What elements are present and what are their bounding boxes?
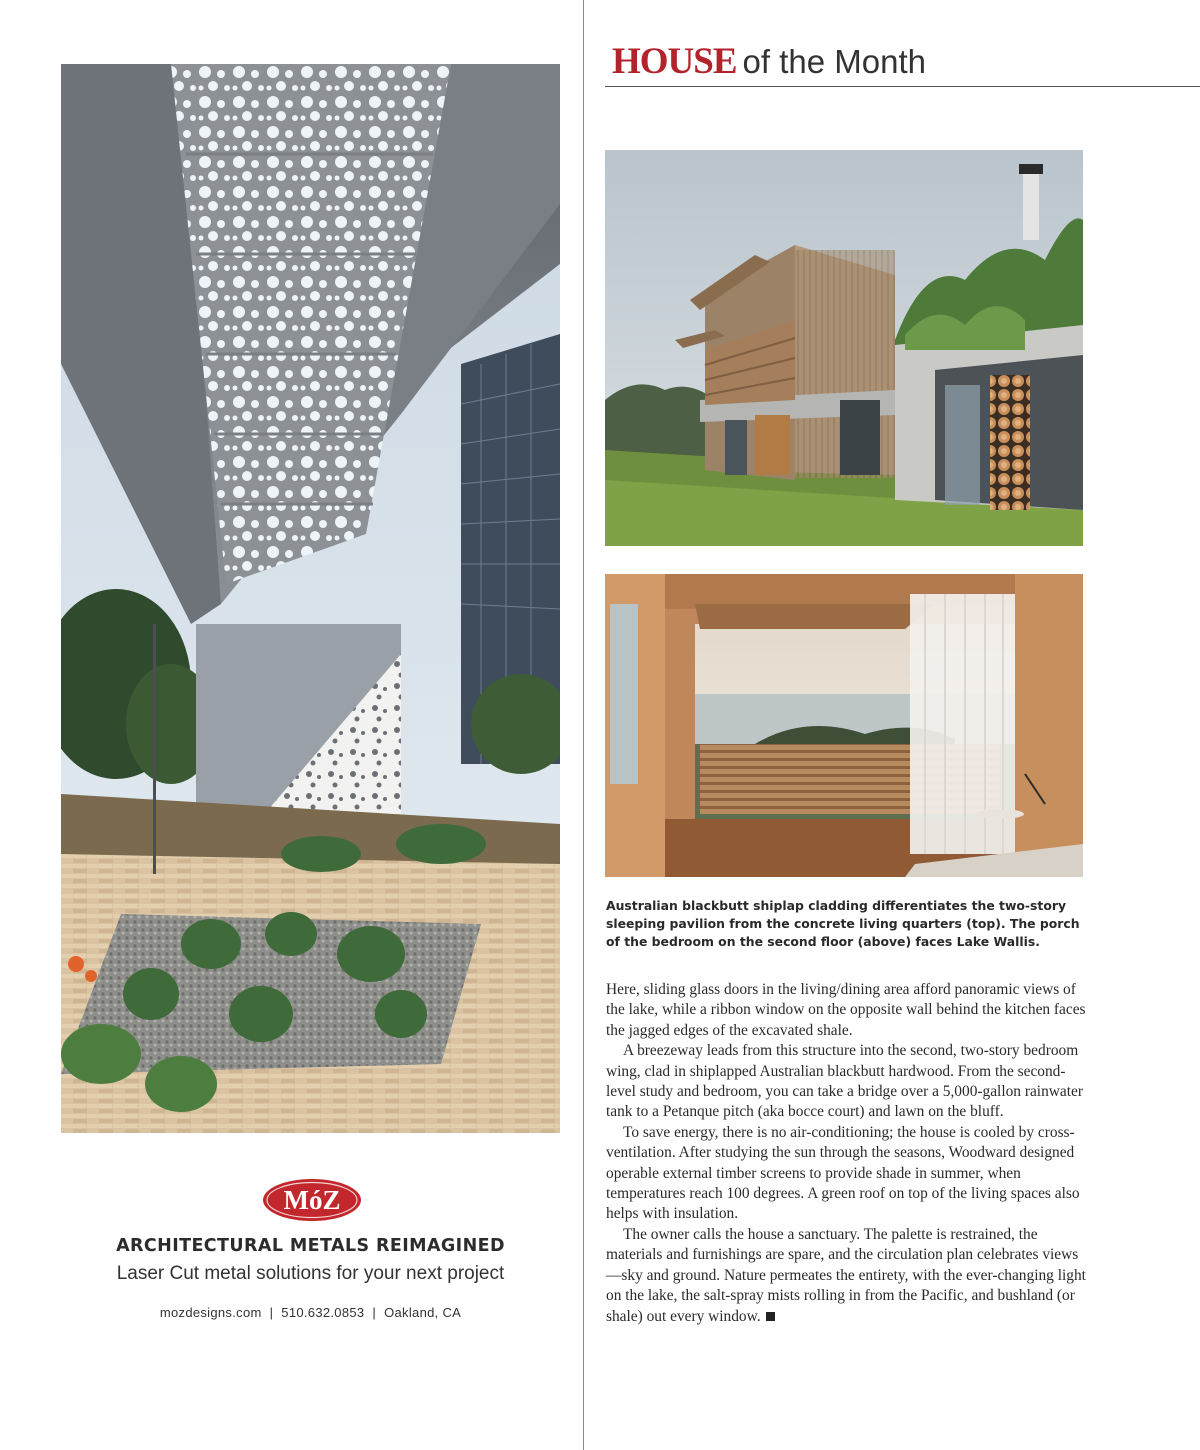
article-paragraph: A breezeway leads from this structure into the second, two-story bedroom wing, clad in shiplapped Australian blackbutt hardwood. From the second-level study and bedroom, you can take a bridge over a 5,000-gallon rainwater tank to a Petanque pitch (aka bocce court) and lawn on the bluff. bbox=[606, 1042, 1083, 1121]
section-title-bold: HOUSE bbox=[612, 41, 737, 82]
article-paragraph: The owner calls the house a sanctuary. The palette is restrained, the materials and furnishings are spare, and the circulation plan celebrates views—sky and ground. Nature permeates the entirety, with the ever-changing light on the lake, the salt-spray mists rolling in from the Pacific, and bushland (or shale) out every window. bbox=[606, 1225, 1086, 1325]
section-header bbox=[612, 40, 926, 83]
section-title-light: of the Month bbox=[742, 43, 926, 80]
ad-website-link[interactable]: mozdesigns.com bbox=[159, 1305, 262, 1320]
end-of-article-mark bbox=[766, 1312, 775, 1321]
logo-text: MóZ bbox=[283, 1185, 341, 1215]
article-paragraph: Here, sliding glass doors in the living/dining area afford panoramic views of the lake, while a ribbon window on the opposite wall behind the kitchen faces the jagged edges of the excavated shale. bbox=[606, 981, 1086, 1039]
ad-phone: 510.632.0853 bbox=[281, 1305, 365, 1320]
bedroom-porch-photo bbox=[605, 574, 1083, 877]
house-exterior-photo bbox=[605, 150, 1083, 546]
moz-logo bbox=[262, 1178, 362, 1222]
perforated-canopy-illustration bbox=[61, 64, 560, 1133]
header-rule bbox=[605, 86, 1200, 87]
photo-caption: Australian blackbutt shiplap cladding differentiates the two-story sleeping pavilion from the concrete living quarters (top). The porch of the bedroom on the second floor (above) faces Lake Wallis. bbox=[606, 898, 1080, 949]
column-divider bbox=[583, 0, 584, 1450]
article-body bbox=[606, 980, 1092, 1327]
ad-subline: Laser Cut metal solutions for your next project bbox=[116, 1263, 505, 1284]
ad-photo bbox=[61, 64, 560, 1133]
ad-headline: ARCHITECTURAL METALS REIMAGINED bbox=[116, 1236, 505, 1256]
article-paragraph: To save energy, there is no air-conditioning; the house is cooled by cross-ventilation. After studying the sun through the seasons, Woodward designed operable external timber screens to provide shade in summer, when temperatures reach 100 degrees. A green roof on top of the living spaces also helps with insulation. bbox=[606, 1123, 1080, 1223]
ad-location: Oakland, CA bbox=[384, 1305, 462, 1320]
ad-contact: mozdesigns.com | 510.632.0853 | Oakland, CA bbox=[159, 1305, 462, 1320]
